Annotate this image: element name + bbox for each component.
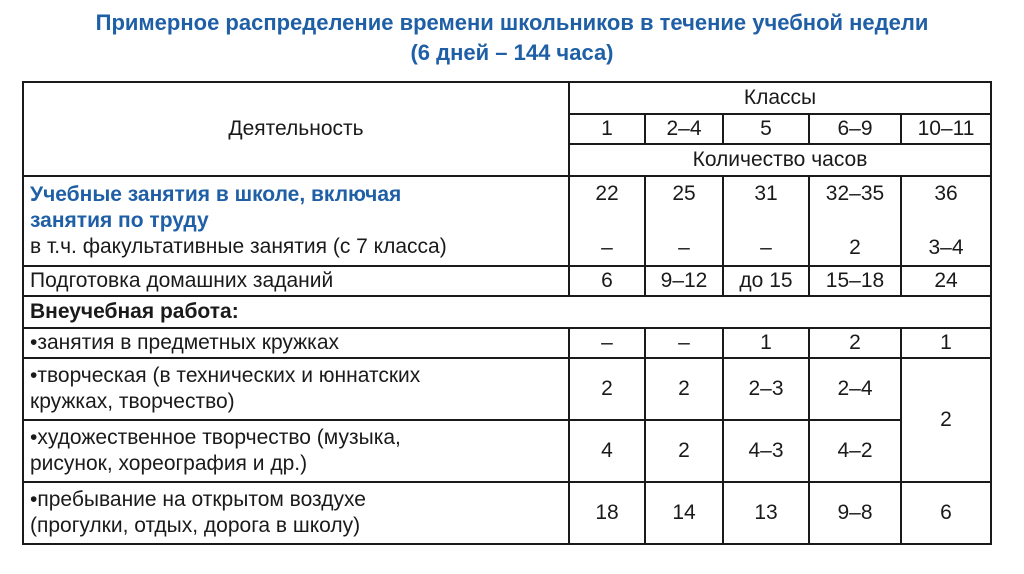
bullet-icon: • xyxy=(30,488,38,511)
table-cell xyxy=(901,176,991,266)
header-row-classes xyxy=(23,82,991,114)
table-row-clubs xyxy=(23,328,991,358)
value-main: 36 xyxy=(934,182,958,205)
table-row-study xyxy=(23,176,991,266)
table-cell-merged: 2 xyxy=(901,358,991,482)
bullet-icon: • xyxy=(30,364,38,387)
table-cell xyxy=(569,176,645,266)
study-label-sub: в т.ч. факультативные занятия (с 7 класса) xyxy=(30,235,447,258)
art-label-2: рисунок, хореография и др.) xyxy=(30,452,308,475)
bullet-icon: • xyxy=(30,426,38,449)
table-cell: 1 xyxy=(723,328,809,358)
table-cell: 18 xyxy=(569,482,645,544)
row-label-homework: Подготовка домашних заданий xyxy=(23,266,569,296)
header-hours: Количество часов xyxy=(569,144,991,176)
table-cell: до 15 xyxy=(723,266,809,296)
grade-header: 10–11 xyxy=(901,114,991,144)
row-label-creative xyxy=(23,358,569,420)
grade-header: 6–9 xyxy=(809,114,901,144)
value-sub: – xyxy=(601,236,613,259)
table-cell: – xyxy=(569,328,645,358)
table-cell xyxy=(723,176,809,266)
table-row-art xyxy=(23,420,991,482)
table-cell: 24 xyxy=(901,266,991,296)
section-label-extracurricular: Внеучебная работа: xyxy=(23,296,991,328)
outdoor-label-1: пребывание на открытом воздухе xyxy=(37,488,366,511)
value-sub: – xyxy=(760,236,772,259)
clubs-label: занятия в предметных кружках xyxy=(37,331,340,354)
table-cell: 4–2 xyxy=(809,420,901,482)
grade-header: 5 xyxy=(723,114,809,144)
table-cell: 4 xyxy=(569,420,645,482)
row-label-study xyxy=(23,176,569,266)
creative-label-2: кружках, творчество) xyxy=(30,390,235,413)
table-cell: 13 xyxy=(723,482,809,544)
table-cell: 2–4 xyxy=(809,358,901,420)
value-main: 25 xyxy=(672,182,696,205)
table-cell: 2 xyxy=(645,358,723,420)
table-cell: 4–3 xyxy=(723,420,809,482)
value-main: 32–35 xyxy=(825,182,885,205)
table-cell: 6 xyxy=(569,266,645,296)
table-row-creative xyxy=(23,358,991,420)
table-cell xyxy=(645,176,723,266)
table-cell: 2–3 xyxy=(723,358,809,420)
table-row-homework xyxy=(23,266,991,296)
title-line-1: Примерное распределение времени школьников в течение учебной недели xyxy=(95,10,929,35)
time-distribution-table xyxy=(22,81,992,545)
title-line-2: (6 дней – 144 часа) xyxy=(410,40,614,65)
value-main: 22 xyxy=(595,182,619,205)
value-sub: 3–4 xyxy=(928,236,964,259)
table-cell: – xyxy=(645,328,723,358)
header-classes: Классы xyxy=(569,82,991,114)
table-cell: 2 xyxy=(645,420,723,482)
table-row-outdoor xyxy=(23,482,991,544)
value-main: 31 xyxy=(754,182,778,205)
bullet-icon: • xyxy=(30,331,38,354)
table-cell: 2 xyxy=(569,358,645,420)
table-cell: 14 xyxy=(645,482,723,544)
grade-header: 2–4 xyxy=(645,114,723,144)
outdoor-label-2: (прогулки, отдых, дорога в школу) xyxy=(30,514,361,537)
page-title xyxy=(0,8,1024,68)
grade-header: 1 xyxy=(569,114,645,144)
row-label-art xyxy=(23,420,569,482)
table-cell xyxy=(809,176,901,266)
value-sub: 2 xyxy=(849,236,861,259)
study-label-bold-1: Учебные занятия в школе, включая xyxy=(30,183,402,206)
study-label-bold-2: занятия по труду xyxy=(30,209,209,232)
table-cell: 15–18 xyxy=(809,266,901,296)
header-activity: Деятельность xyxy=(23,82,569,176)
art-label-1: художественное творчество (музыка, xyxy=(37,426,401,449)
table-cell: 9–8 xyxy=(809,482,901,544)
row-label-outdoor xyxy=(23,482,569,544)
row-label-clubs xyxy=(23,328,569,358)
creative-label-1: творческая (в технических и юннатских xyxy=(37,364,421,387)
table-cell: 1 xyxy=(901,328,991,358)
table-row-extracurricular xyxy=(23,296,991,328)
table-cell: 9–12 xyxy=(645,266,723,296)
table-cell: 6 xyxy=(901,482,991,544)
table-cell: 2 xyxy=(809,328,901,358)
value-sub: – xyxy=(678,236,690,259)
